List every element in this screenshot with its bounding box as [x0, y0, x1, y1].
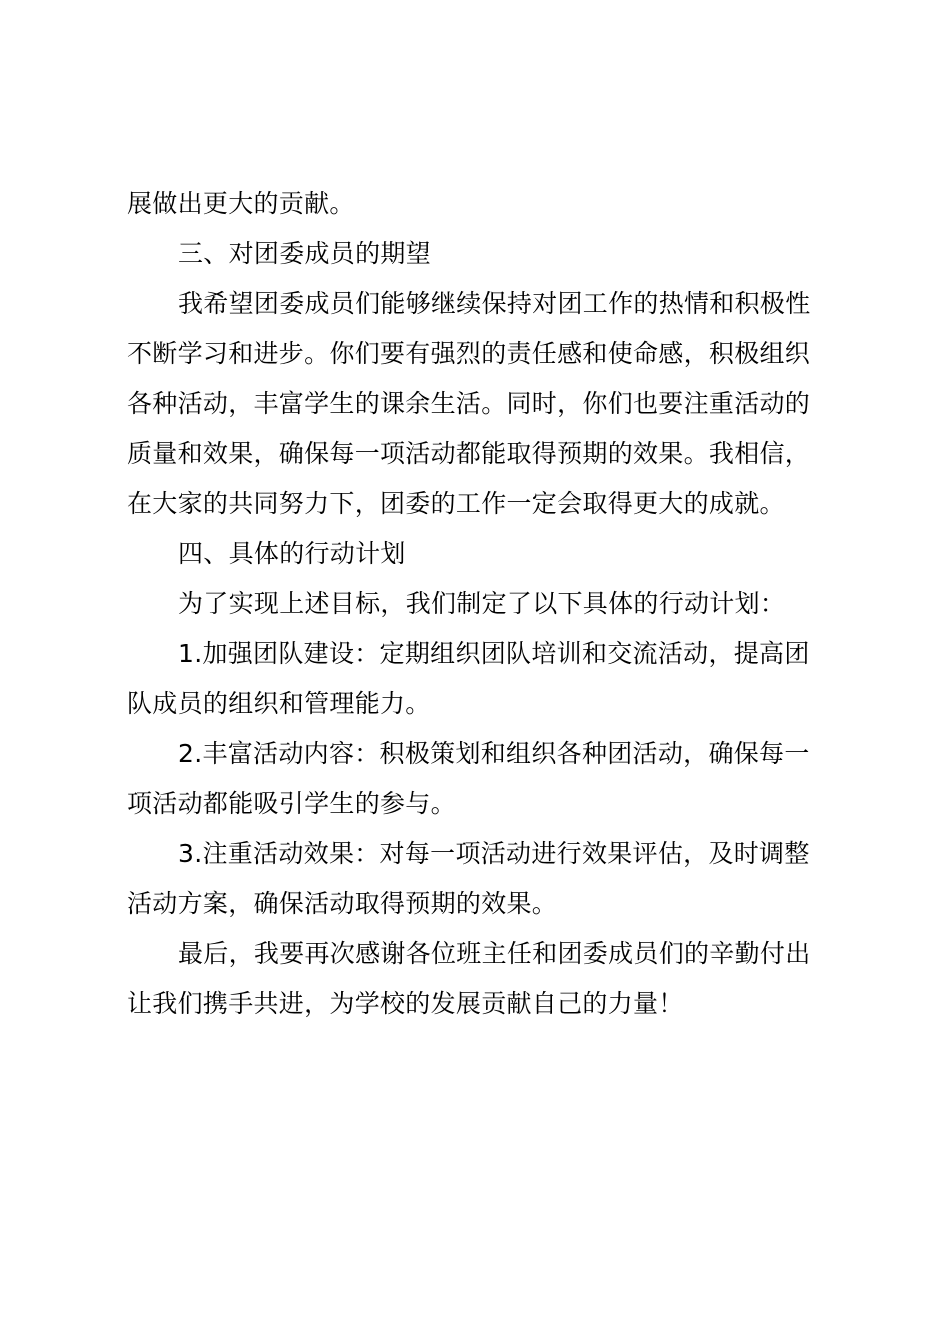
list-item-1-continuation: 队成员的组织和管理能力。 [127, 689, 431, 718]
section-heading-4: 四、具体的行动计划 [178, 539, 406, 568]
paragraph-line: 我希望团委成员们能够继续保持对团工作的热情和积极性 [178, 289, 811, 318]
paragraph-line: 质量和效果，确保每一项活动都能取得预期的效果。我相信， [127, 439, 811, 468]
paragraph-line: 在大家的共同努力下，团委的工作一定会取得更大的成就。 [127, 489, 785, 518]
list-item-3-continuation: 活动方案，确保活动取得预期的效果。 [127, 889, 558, 918]
paragraph-line: 不断学习和进步。你们要有强烈的责任感和使命感，积极组织 [127, 339, 811, 368]
closing-paragraph-line: 让我们携手共进，为学校的发展贡献自己的力量！ [127, 989, 684, 1018]
list-item-1: 1.加强团队建设：定期组织团队培训和交流活动，提高团 [178, 639, 810, 668]
list-item-2: 2.丰富活动内容：积极策划和组织各种团活动，确保每一 [178, 739, 810, 768]
section-heading-3: 三、对团委成员的期望 [178, 239, 432, 268]
list-item-3: 3.注重活动效果：对每一项活动进行效果评估，及时调整 [178, 839, 810, 868]
list-item-2-continuation: 项活动都能吸引学生的参与。 [127, 789, 456, 818]
paragraph-line: 为了实现上述目标，我们制定了以下具体的行动计划： [178, 589, 786, 618]
closing-paragraph-line: 最后，我要再次感谢各位班主任和团委成员们的辛勤付出 [178, 939, 811, 968]
text-line-continuation: 展做出更大的贡献。 [127, 189, 355, 218]
paragraph-line: 各种活动，丰富学生的课余生活。同时，你们也要注重活动的 [127, 389, 811, 418]
